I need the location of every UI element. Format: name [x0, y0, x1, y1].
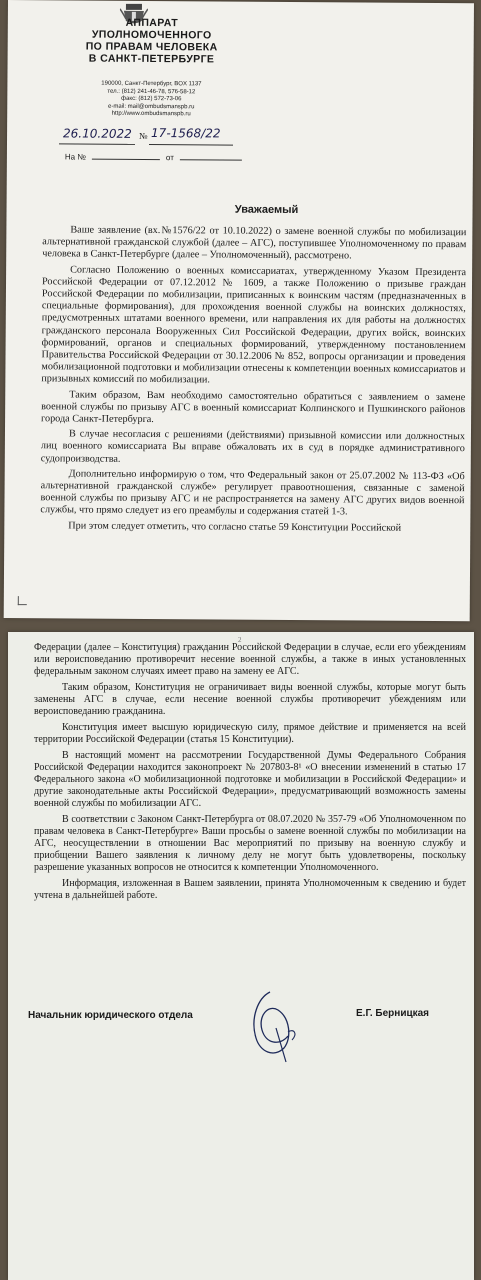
reference-date-blank — [180, 159, 242, 160]
greeting: Уважаемый — [234, 203, 299, 217]
paragraph: Ваше заявление (вх.№1576/22 от 10.10.2022) о замене военной службы по мобилизации альтернативной гражданской службой (далее – АГС), поступившее Уполномоченному по правам человека в Санкт-Петербурге (далее – Уполномоченный), рассмотрено. — [42, 224, 467, 262]
paragraph: Согласно Положению о военных комиссариатах, утвержденному Указом Президента Российской Федерации от 07.12.2012 № 1609, а также Положению о призыве граждан Российской Федерации по мобилизации, приписанных к воинским частям (предназначенных в специальные формирования), для прохождения военной службы на воинских должностях, предусмотренных штатами военного времени, или направления их для работы на должностях гражданского персонала Вооруженных Сил Российской Федерации, других войск, воинских формирований, органов и специальных формирований, утвержденному постановлением Правительства Российской Федерации от 30.12.2006 № 852, вопросы организации и проведения мобилизационной подготовки и мобилизации отнесены к компетенции военных комиссариатов и призывных комиссий по мобилизации. — [41, 264, 467, 386]
org-line: УПОЛНОМОЧЕННОГО — [91, 28, 212, 42]
reference-line — [65, 152, 242, 162]
org-line: В САНКТ-ПЕТЕРБУРГЕ — [88, 52, 215, 66]
paragraph: Дополнительно информирую о том, что Федеральный закон от 25.07.2002 № 113-ФЗ «Об альтернативной гражданской службе» регулирует правоотношения, связанные с заменой военной службы по призыву АГС и не распространяется на замену АГС других видов военной службы, что прямо следует из его преамбулы и содержания статей 1-3. — [40, 468, 465, 518]
letter-body-page-2 — [34, 642, 466, 902]
paragraph: Таким образом, Конституция не ограничивает виды военной службы, которые могут быть заменены АГС в случае, если несение военной службы противоречит убеждениям или вероисповеданию гражданина. — [34, 682, 466, 717]
org-line: АППАРАТ — [125, 16, 179, 30]
handwritten-signature-icon — [228, 988, 318, 1068]
contact-line: факс: (812) 572-73-06 — [121, 95, 182, 103]
signatory-position: Начальник юридического отдела — [28, 1010, 193, 1021]
organization-contacts — [67, 80, 235, 119]
contact-line: http://www.ombudsmanspb.ru — [111, 110, 191, 118]
contact-line: тел.: (812) 241-46-78, 576-58-12 — [107, 88, 196, 95]
paragraph: Федерации (далее – Конституция) гражданин Российской Федерации в случае, если его убеждениям или вероисповеданию противоречит несение военной службы, а также в иных установленных федеральным законом случаях имеет право на замену ее АГС. — [34, 642, 466, 677]
org-line: ПО ПРАВАМ ЧЕЛОВЕКА — [85, 40, 218, 54]
letter-page-2 — [8, 632, 474, 1280]
paragraph: В соответствии с Законом Санкт-Петербурга от 08.07.2020 № 357-79 «Об Уполномоченном по правам человека в Санкт-Петербурге» Ваши просьбы о замене военной службы по мобилизации на АГС, неосуществлении в отношении Вас мероприятий по призыву на военную службу и приобщении Вашего заявления к личному делу не могут быть удовлетворены, поскольку разрешение указанных вопросов не относится к компетенции Уполномоченного. — [34, 814, 466, 873]
letter-body-page-1 — [40, 224, 466, 535]
reference-prefix: На № — [64, 152, 86, 162]
organization-header — [68, 16, 236, 65]
paragraph: При этом следует отметить, что согласно статье 59 Конституции Российской — [68, 520, 402, 534]
signatory-name: Е.Г. Берницкая — [356, 1008, 430, 1019]
letter-page-1 — [4, 0, 474, 621]
paragraph: В случае несогласия с решениями (действиями) призывной комиссии или должностных лиц военного комиссариата Вы вправе обжаловать их в суд в порядке административного судопроизводства. — [40, 428, 465, 465]
contact-line: 190000, Санкт-Петербург, BOX 1137 — [101, 80, 202, 88]
registration-number: 17-1568/22 — [151, 126, 221, 141]
registration-number-label: № — [139, 130, 148, 141]
number-underline — [149, 144, 233, 146]
reference-from: от — [165, 153, 174, 163]
contact-line: e-mail: mail@ombudsmanspb.ru — [108, 103, 195, 110]
date-underline — [59, 143, 135, 145]
corner-mark — [18, 596, 27, 605]
paragraph: В настоящий момент на рассмотрении Государственной Думы Федерального Собрания Российской Федерации находится законопроект № 207803-8¹ «О внесении изменений в статью 17 Федерального закона «О мобилизационной подготовке и мобилизации в Российской Федерации» и другие законодательные акты Российской Федерации», предусматривающий возможность замены военной службы по мобилизации АГС. — [34, 750, 466, 809]
registration-date: 26.10.2022 — [63, 126, 132, 141]
paragraph: Конституция имеет высшую юридическую силу, прямое действие и применяется на всей территории Российской Федерации (статья 15 Конституции). — [34, 722, 466, 745]
reference-blank — [92, 159, 160, 160]
paragraph: Таким образом, Вам необходимо самостоятельно обратиться с заявлением о замене военной службы по призыву АГС в военный комиссариат Колпинского и Пушкинского районов города Санкт-Петербурга. — [41, 389, 466, 426]
page-number: 2 — [238, 636, 242, 644]
paragraph: Информация, изложенная в Вашем заявлении, принята Уполномоченным к сведению и будет учтена в дальнейшей работе. — [34, 878, 466, 901]
